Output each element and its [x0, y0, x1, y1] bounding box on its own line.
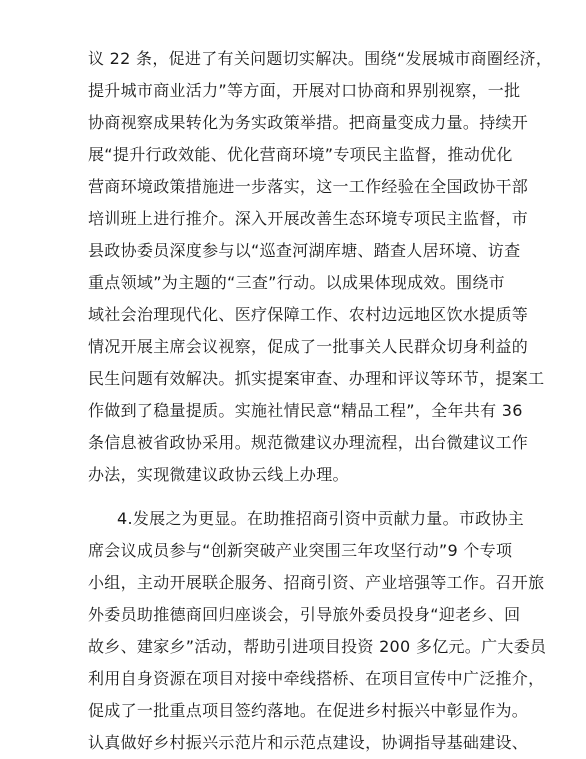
- text-line: 席会议成员参与“创新突破产业突围三年攻坚行动”9 个专项: [88, 541, 513, 560]
- text-line: 条信息被省政协采用。规范微建议办理流程，出台微建议工作: [88, 433, 529, 452]
- text-line: 培训班上进行推介。深入开展改善生态环境专项民主监督，市: [88, 209, 529, 228]
- text-line: 营商环境政策措施进一步落实，这一工作经验在全国政协干部: [88, 177, 529, 196]
- text-line: 民生问题有效解决。抓实提案审查、办理和评议等环节，提案工: [88, 369, 545, 388]
- text-line: 促成了一批重点项目签约落地。在促进乡村振兴中彰显作为。: [88, 701, 529, 720]
- text-line: 县政协委员深度参与以“巡查河湖库塘、踏查人居环境、访查: [88, 241, 521, 260]
- text-line: 小组，主动开展联企服务、招商引资、产业培强等工作。召开旅: [88, 573, 545, 592]
- text-line: 认真做好乡村振兴示范片和示范点建设，协调指导基础建设、: [88, 733, 529, 752]
- text-line: 外委员助推德商回归座谈会，引导旅外委员投身“迎老乡、回: [88, 605, 521, 624]
- text-line: 提升城市商业活力”等方面，开展对口协商和界别视察，一批: [88, 81, 521, 100]
- text-line: 展“提升行政效能、优化营商环境”专项民主监督，推动优化: [88, 145, 513, 164]
- text-line: 情况开展主席会议视察，促成了一批事关人民群众切身利益的: [88, 337, 529, 356]
- text-line: 协商视察成果转化为务实政策举措。把商量变成力量。持续开: [88, 113, 529, 132]
- paragraph-first-line: 4.发展之为更显。在助推招商引资中贡献力量。市政协主: [117, 509, 525, 528]
- text-line: 办法，实现微建议政协云线上办理。: [88, 465, 349, 484]
- text-line: 重点领域”为主题的“三查”行动。以成果体现成效。围绕市: [88, 273, 505, 292]
- text-line: 利用自身资源在项目对接中牵线搭桥、在项目宣传中广泛推介，: [88, 669, 545, 688]
- text-line: 故乡、建家乡”活动，帮助引进项目投资 200 多亿元。广大委员: [88, 637, 547, 656]
- text-line: 议 22 条，促进了有关问题切实解决。围绕“发展城市商圈经济，: [88, 49, 553, 68]
- text-line: 作做到了稳量提质。实施社情民意“精品工程”，全年共有 36: [88, 401, 523, 420]
- text-line: 域社会治理现代化、医疗保障工作、农村边远地区饮水提质等: [88, 305, 529, 324]
